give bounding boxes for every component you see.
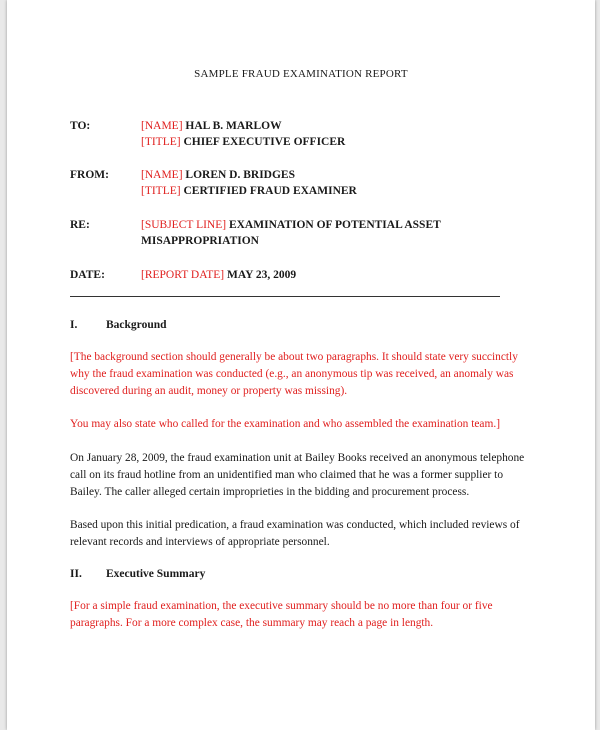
from-title: CERTIFIED FRAUD EXAMINER xyxy=(183,185,357,197)
re-subject-line xyxy=(141,219,441,231)
section-1-title: Background xyxy=(106,319,167,331)
from-title-placeholder: [TITLE] xyxy=(141,185,181,197)
header-divider xyxy=(70,296,500,297)
text-line: why the fraud examination was conducted (e.g., an anonymous tip was received, an anomaly was xyxy=(70,368,514,380)
text-line: On January 28, 2009, the fraud examination unit at Bailey Books received an anonymous telephone xyxy=(70,452,525,464)
text-line: You may also state who called for the examination and who assembled the examination team.] xyxy=(70,418,500,430)
section-2-number: II. xyxy=(70,568,82,580)
to-name: HAL B. MARLOW xyxy=(185,120,282,132)
section-1-number: I. xyxy=(70,319,78,331)
section-1-body-paragraph-2 xyxy=(70,517,540,551)
from-name-placeholder: [NAME] xyxy=(141,169,183,181)
from-label: FROM: xyxy=(70,169,109,181)
section-2-instruction-paragraph xyxy=(70,598,540,632)
from-name: LOREN D. BRIDGES xyxy=(185,169,295,181)
text-line: relevant records and interviews of appropriate personnel. xyxy=(70,536,330,548)
date-placeholder: [REPORT DATE] xyxy=(141,269,225,281)
text-line: [The background section should generally be about two paragraphs. It should state very succinctly xyxy=(70,351,518,363)
text-line: [For a simple fraud examination, the executive summary should be no more than four or five xyxy=(70,600,493,612)
section-1-instruction-paragraph-1 xyxy=(70,349,540,400)
section-1-instruction-paragraph-2 xyxy=(70,416,540,433)
re-subject-part2: MISAPPROPRIATION xyxy=(141,235,259,247)
date-label: DATE: xyxy=(70,269,105,281)
to-name-line xyxy=(141,120,282,132)
to-name-placeholder: [NAME] xyxy=(141,120,183,132)
to-label: TO: xyxy=(70,120,91,132)
date-value: MAY 23, 2009 xyxy=(227,269,297,281)
text-line: call on its fraud hotline from an unidentified man who claimed that he was a former supplier to xyxy=(70,469,504,481)
to-title: CHIEF EXECUTIVE OFFICER xyxy=(183,136,346,148)
date-line xyxy=(141,269,296,281)
section-2-title: Executive Summary xyxy=(106,568,206,580)
to-title-line xyxy=(141,136,345,148)
re-subject-part1: EXAMINATION OF POTENTIAL ASSET xyxy=(228,219,441,231)
re-subject-placeholder: [SUBJECT LINE] xyxy=(141,219,227,231)
text-line: paragraphs. For a more complex case, the summary may reach a page in length. xyxy=(70,617,434,629)
text-line: Based upon this initial predication, a fraud examination was conducted, which included reviews of xyxy=(70,519,520,531)
document-title: SAMPLE FRAUD EXAMINATION REPORT xyxy=(194,68,408,80)
from-name-line xyxy=(141,169,295,181)
re-label: RE: xyxy=(70,219,90,231)
to-title-placeholder: [TITLE] xyxy=(141,136,181,148)
document-page xyxy=(7,0,595,730)
re-subject-line2 xyxy=(141,235,259,247)
text-line: Bailey. The caller alleged certain improprieties in the bidding and procurement process. xyxy=(70,486,470,498)
from-title-line xyxy=(141,185,357,197)
text-line: discovered during an audit, money or property was missing). xyxy=(70,385,348,397)
section-1-body-paragraph-1 xyxy=(70,450,540,501)
